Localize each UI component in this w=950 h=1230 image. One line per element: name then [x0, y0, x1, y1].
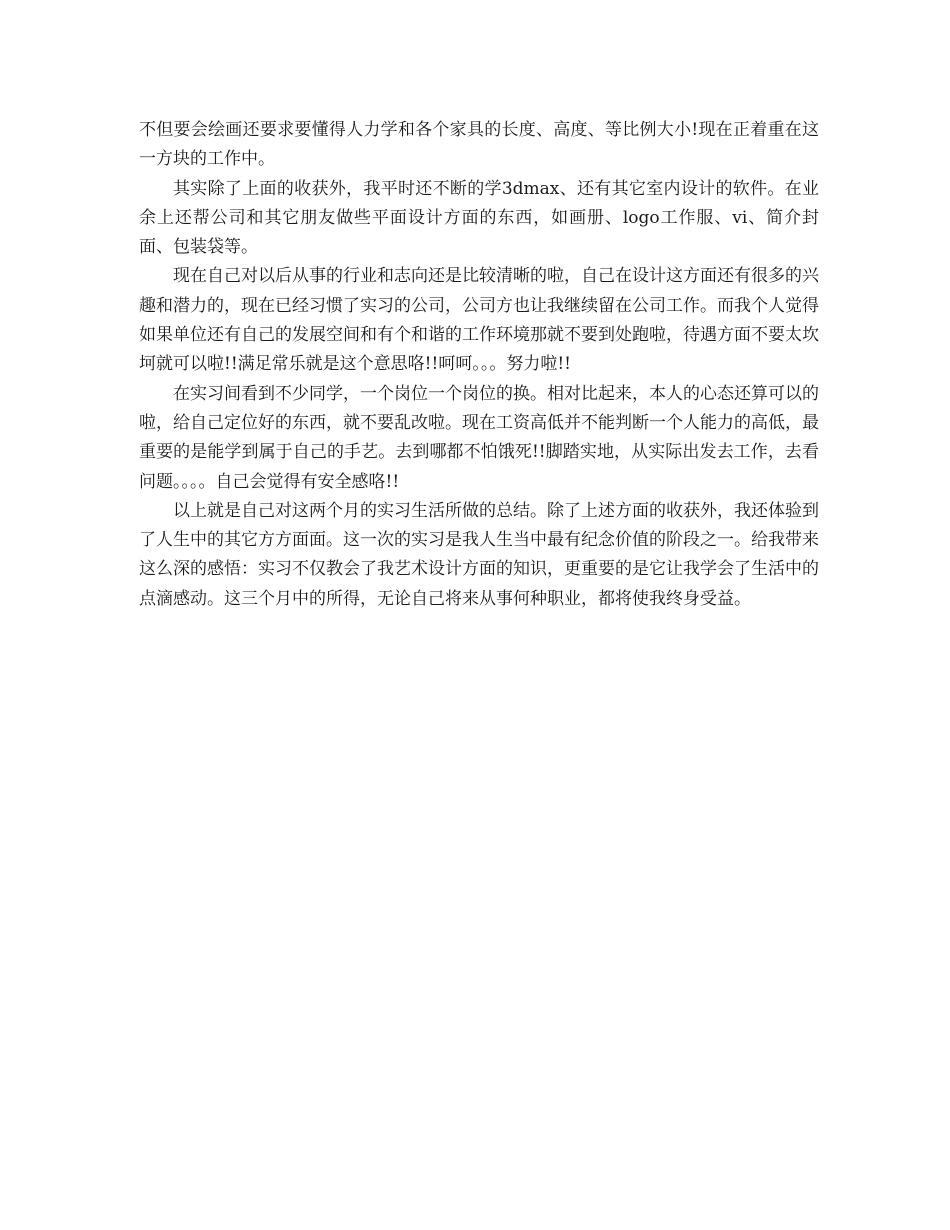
document-body [139, 116, 819, 614]
paragraph-5: 以上就是自己对这两个月的实习生活所做的总结。除了上述方面的收获外，我还体验到了人生中的其它方方面面。这一次的实习是我人生当中最有纪念价值的阶段之一。给我带来这么深的感悟：实习不仅教会了我艺术设计方面的知识，更重要的是它让我学会了生活中的点滴感动。这三个月中的所得，无论自己将来从事何种职业，都将使我终身受益。 [139, 500, 819, 609]
paragraph-2: 其实除了上面的收获外，我平时还不断的学3dmax、还有其它室内设计的软件。在业余上还帮公司和其它朋友做些平面设计方面的东西，如画册、logo工作服、vi、简介封面、包装袋等。 [139, 178, 819, 258]
paragraph-4: 在实习间看到不少同学，一个岗位一个岗位的换。相对比起来，本人的心态还算可以的啦，给自己定位好的东西，就不要乱改啦。现在工资高低并不能判断一个人能力的高低，最重要的是能学到属于自己的手艺。去到哪都不怕饿死!!脚踏实地，从实际出发去工作，去看问题。。。。自己会觉得有安全感咯!! [139, 383, 819, 492]
paragraph-3: 现在自己对以后从事的行业和志向还是比较清晰的啦，自己在设计这方面还有很多的兴趣和潜力的，现在已经习惯了实习的公司，公司方也让我继续留在公司工作。而我个人觉得如果单位还有自己的发展空间和有个和谐的工作环境那就不要到处跑啦，待遇方面不要太坎坷就可以啦!!满足常乐就是这个意思咯!!呵呵。。。努力啦!! [139, 266, 819, 375]
paragraph-1: 不但要会绘画还要求要懂得人力学和各个家具的长度、高度、等比例大小!现在正着重在这一方块的工作中。 [139, 120, 819, 170]
